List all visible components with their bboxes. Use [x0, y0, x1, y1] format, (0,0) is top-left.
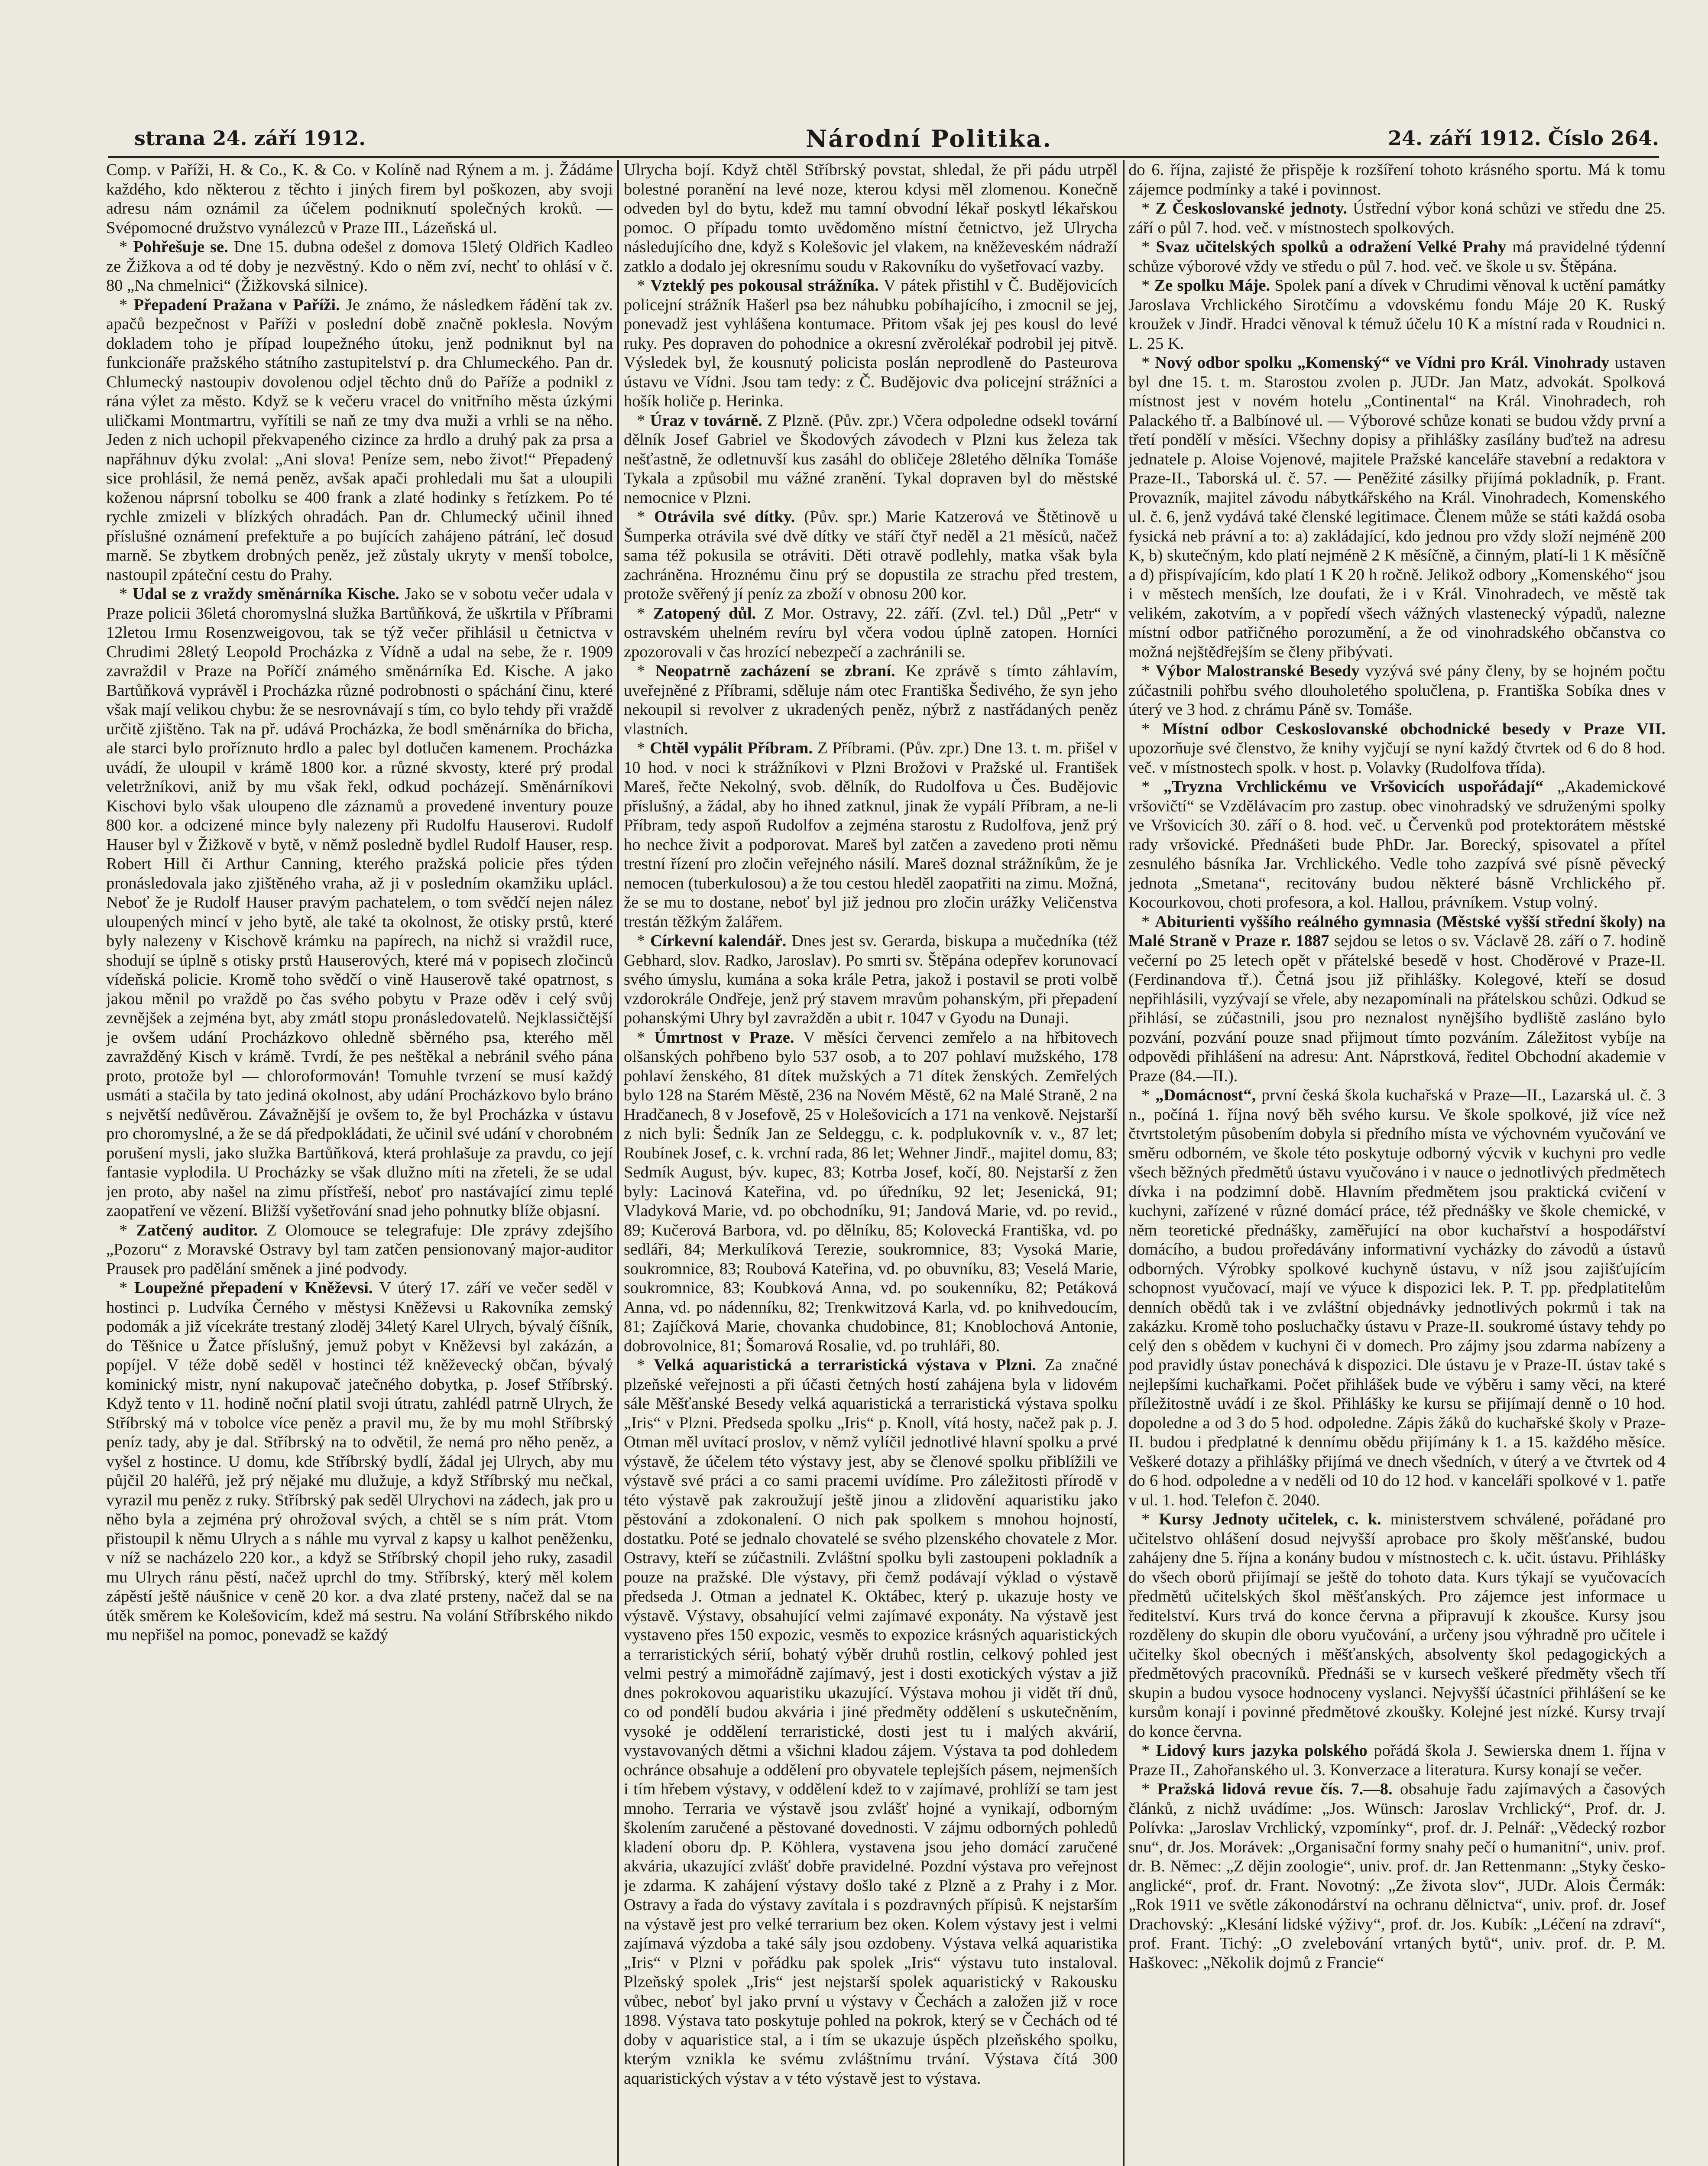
article-text: má pravidelné týdenní schůze výborové vždy ve středu o půl 7. hod. več. ve škole u sv. Štěpána. [1128, 238, 1666, 276]
article-heading: Úmrtnost v Praze. [654, 1028, 794, 1047]
article-heading: Vzteklý pes pokousal strážníka. [650, 276, 879, 295]
article-text: Spolek paní a dívek v Chrudimi věnoval k uctění památky Jaroslava Vrchlického Sirotčímu a vdovskému fondu Máje 20 K. Ruský kroužek v Jindř. Hradci věnoval k témuž účelu 10 K a místní rada v Roudnici n. L. 25 K. [1128, 276, 1666, 353]
article-text: Z Olomouce se telegrafuje: Dle zprávy zdejšího „Pozoru“ z Moravské Ostravy byl tam zatčen pensionovaný major-auditor Prausek pro padělání směnek a jiné podvody. [106, 1221, 613, 1278]
article-heading: Abiturienti vyššího reálného gymnasia (Městské vyšší střední školy) na Malé Straně v Praze r. 1887 [1128, 912, 1666, 950]
article-text: Comp. v Paříži, H. & Co., K. & Co. v Kolíně nad Rýnem a m. j. Žádáme každého, kdo některou z těchto i jiných firem byl poškozen, aby svoji adresu nám oznámil za účelem podniknutí společných kroků. — Svépomocné družstvo vynálezců v Praze III., Lázeňská ul. [106, 161, 613, 237]
article-heading: Výbor Malostranské Besedy [1155, 662, 1360, 680]
article-text: „Akademickové vršovičtí“ se Vzdělávacím pro zastup. obec vinohradský ve sdruženými spolky ve Vršovicích 30. září o 8. hod. več. u Červenků pod protektorátem městské rady vršovické. Přednášeti bude PhDr. Jar. Borecký, spisovatel a přítel zesnulého básníka Jar. Vrchlického. Vedle toho zazpívá své písně pěvecký jednota „Smetana“, recitovány budou některé básně Vrchlického př. Kocourkovou, choti profesora, a kol. Hallou, právníkem. Vstup volný. [1128, 778, 1666, 911]
article-paragraph [624, 160, 1118, 276]
article-heading: Ze spolku Máje. [1154, 276, 1270, 295]
column-2 [624, 160, 1118, 2166]
article-text: sejdou se letos o sv. Václavě 28. září o 7. hodině večerní po 25 letech opět v přátelské besedě v host. Choděrové v Praze-II. (Ferdinandova tř.). Četná jsou již přihlášky. Kolegové, kteří se dosud nepřihlásili, vyzývají se vřele, aby nezapomínali na přátelskou schůzi. Odkud se přihlásí, se zúčastnili, jsou pro neznalost nynějšího bydliště zasláno bylo pozvání, pozvání pouze snad přijmout tímto pozváním. Záležitost vybíje na odpovědi přihlášení na adresu: Ant. Náprstková, ředitel Obchodní akademie v Praze (84.—II.). [1128, 932, 1666, 1085]
article-heading: Otrávila své dítky. [654, 508, 795, 526]
article-heading: Velká aquaristická a terraristická výstava v Plzni. [654, 1356, 1037, 1374]
article-paragraph: * Otrávila své dítky. (Pův. spr.) Marie Katzerová ve Štětinově u Šumperka otrávila své dvě dítky ve stáří čtyř neděl a 21 měsíců, načež sama též pokusila se otráviti. Děti otravě podlehly, matka však byla zachráněna. Hroznému činu prý se dopustila ze strachu před trestem, protože svěřený jí peníz za zboží v obnosu 200 kor. [624, 508, 1118, 603]
article-heading: Svaz učitelských spolků a odražení Velké Prahy [1156, 238, 1507, 256]
article-heading: Nový odbor spolku „Komenský“ ve Vídni pro Král. Vinohrady [1155, 353, 1610, 372]
article-paragraph: * Udal se z vraždy směnárníka Kische. Jako se v sobotu večer udala v Praze policii 36letá choromyslná služka Bartůňková, že uškrtila v Příbrami 12letou Irmu Rosenzweigovou, tak se týž večer přihlásil u četnictva v Chrudimi 28letý Leopold Procházka z Vídně a udal na sebe, že r. 1909 zavraždil v Praze na Poříčí známého směnárníka Ed. Kische. A jako Bartůňková vyprávěl i Procházka různé podrobnosti o spáchání činu, které však mají velikou chybu: že se nesrovnávají s tím, co bylo tehdy při vraždě určitě zjištěno. Tak na př. udává Procházka, že bodl směnárníka do břicha, ale starci bylo proříznuto hrdlo a palec byl dotlučen kamenem. Procházka uvádí, že uloupil v krámě 1800 kor. a různé skvosty, které prý prodal veletržníkovi, aniž by mu však řekl, odkud pocházejí. Směnárníkovi Kischovi bylo však uloupeno dle záznamů a provedené inventury pouze 800 kor. a odcizené mince byly nalezeny při Rudolfu Hauserovi. Rudolf Hauser byl v Žižkově v bytě, v němž posledně bydlel Rudolf Hauser, resp. Robert Hill či Arthur Canning, kterého pražská policie přes týden pronásledovala jako zjištěného vraha, až ji v posledním okamžiku uplácl. Neboť že je Rudolf Hauser pravým pachatelem, o tom svědčí nejen nález uloupených mincí v jeho bytě, ale také ta okolnost, že otisky prstů, které byly nalezeny v Kischově krámku na papírech, na nichž si vraždil ruce, shodují se úplně s otisky prstů Hauserových, které má v popisech zločinců vídeňská policie. Kromě toho svědčí o vině Hauserově také opatrnost, s jakou měnil po vraždě po čas svého pobytu v Praze oděv i celý svůj zevnějšek a zejména byt, aby zmátl stopu pronásledovatelů. Nejklassičtější je ovšem udání Procházkovo ohledně sběrného psa, kterého měl zavražděný Kisch v krámě. Tvrdí, že pes neštěkal a nebránil svého pána proto, protože byl — chloroformován! Tomuhle tvrzení se musí každý usmáti a stačila by tato jediná okolnost, aby udání Procházkovo bylo bráno s největší nedůvěrou. Závažnější je ovšem to, že byl Procházka v ústavu pro choromyslné, a že se dá předpokládati, že učinil své udání v chorobném porušení mysli, jako služka Bartůňková, která prohlašuje za pravdu, co její fantasie vyplodila. U Procházky se však dlužno míti na zřeteli, že se udal jen proto, aby našel na zimu přístřeší, neboť pro nastávající zimu teplé zaopatření ve vězení. Bližší vyšetřování snad jeho pohnutky blíže objasní. [106, 585, 613, 1220]
header-page-date: strana 24. září 1912. [134, 126, 366, 150]
article-paragraph: * Z Českoslovanské jednoty. Ústřední výbor koná schůzi ve středu dne 25. září o půl 7. hod. več. v místnostech spolkových. [1128, 199, 1666, 237]
article-heading: Místní odbor Ceskoslovanské obchodnické besedy v Praze VII. [1162, 720, 1666, 738]
article-paragraph: * Zatopený důl. Z Mor. Ostravy, 22. září. (Zvl. tel.) Důl „Petr“ v ostravském uhelném revíru byl včera vodou úplně zatopen. Horníci zpozorovali v čas hrozící nebezpečí a zachránili se. [624, 604, 1118, 661]
column-divider [1123, 160, 1125, 2166]
article-text: Ulrycha bojí. Když chtěl Stříbrský povstat, shledal, že při pádu utrpěl bolestné poranění na levé noze, kterou kdysi měl zlomenou. Konečně odveden byl do bytu, kdež mu tamní obvodní lékař poskytl lékařskou pomoc. O případu tomto uvědoměno místní četnictvo, jež Ulrycha následujícího dne, když s Kolešovic jel vlakem, na kněževeském nádraží zatklo a dodalo jej okresnímu soudu v Rakovníku do vyšetřovací vazby. [624, 161, 1118, 276]
article-heading: Pražská lidová revue čís. 7.—8. [1157, 1780, 1393, 1798]
article-text: Z Mor. Ostravy, 22. září. (Zvl. tel.) Důl „Petr“ v ostravském uhelném revíru byl včera vodou úplně zatopen. Horníci zpozorovali v čas hrozící nebezpečí a zachránili se. [624, 604, 1118, 661]
article-text: Z Plzně. (Pův. zpr.) Včera odpoledne odsekl tovární dělník Josef Gabriel ve Škodových závodech v Plzni kus železa tak nešťastně, že odletnuvší kus zasáhl do obličeje 28letého dělníka Tomáše Tykala a způsobil mu vážné zranění. Tykal dopraven byl do městské nemocnice v Plzni. [624, 411, 1118, 507]
article-paragraph: * Zatčený auditor. Z Olomouce se telegrafuje: Dle zprávy zdejšího „Pozoru“ z Moravské Ostravy byl tam zatčen pensionovaný major-auditor Prausek pro padělání směnek a jiné podvody. [106, 1221, 613, 1278]
article-heading: Chtěl vypálit Příbram. [650, 739, 813, 757]
page-header [108, 126, 1668, 157]
article-paragraph: * Abiturienti vyššího reálného gymnasia (Městské vyšší střední školy) na Malé Straně v Praze r. 1887 sejdou se letos o sv. Václavě 28. září o 7. hodině večerní po 25 letech opět v přátelské besedě v host. Choděrové v Praze-II. (Ferdinandova tř.). Četná jsou již přihlášky. Kolegové, kteří se dosud nepřihlásili, vyzývají se vřele, aby nezapomínali na přátelskou schůzi. Odkud se přihlásí, se zúčastnili, jsou pro neznalost nynějšího bydliště zasláno bylo pozvání, pozvání pouze snad přijmout tímto pozváním. Záležitost vybíje na odpovědi přihlášení na adresu: Ant. Náprstková, ředitel Obchodní akademie v Praze (84.—II.). [1128, 912, 1666, 1085]
article-heading: Církevní kalendář. [650, 932, 787, 950]
header-issue-number: 24. září 1912. Číslo 264. [1388, 126, 1659, 150]
article-paragraph: * Neopatrně zacházení se zbraní. Ke zprávě s tímto záhlavím, uveřejněné z Příbrami, sděluje nám otec Františka Šedivého, že syn jeho nekoupil si revolver z ukradených peněz, nýbrž z nastřádaných peněz vlastních. [624, 662, 1118, 738]
article-paragraph: * Úraz v továrně. Z Plzně. (Pův. zpr.) Včera odpoledne odsekl tovární dělník Josef Gabriel ve Škodových závodech v Plzni kus železa tak nešťastně, že odletnuvší kus zasáhl do obličeje 28letého dělníka Tomáše Tykala a způsobil mu vážné zranění. Tykal dopraven byl do městské nemocnice v Plzni. [624, 411, 1118, 507]
article-paragraph: * „Tryzna Vrchlickému ve Vršovicích uspořádají“ „Akademickové vršovičtí“ se Vzdělávacím pro zastup. obec vinohradský ve sdruženými spolky ve Vršovicích 30. září o 8. hod. več. u Červenků pod protektorátem městské rady vršovické. Přednášeti bude PhDr. Jar. Borecký, spisovatel a přítel zesnulého básníka Jar. Vrchlického. Vedle toho zazpívá své písně pěvecký jednota „Smetana“, recitovány budou některé básně Vrchlického př. Kocourkovou, choti profesora, a kol. Hallou, právníkem. Vstup volný. [1128, 778, 1666, 911]
article-paragraph: * Pohřešuje se. Dne 15. dubna odešel z domova 15letý Oldřich Kadleo ze Žižkova a od té doby je nezvěstný. Kdo o něm zví, nechť to ohlásí v č. 80 „Na chmelnici“ (Žižkovská silnice). [106, 238, 613, 295]
article-text: ustaven byl dne 15. t. m. Starostou zvolen p. JUDr. Jan Matz, advokát. Spolková místnost jest v novém hotelu „Continental“ na Král. Vinohradech, roh Palackého tř. a Balbínové ul. — Výborové schůze konati se budou vždy první a třetí pondělí v měsíci. Všechny dopisy a přihlášky zasílány buďtež na adresu jednatele p. Aloise Vojenové, majitele Pražské kanceláře stavební a redaktora v Praze-II., Taborská ul. č. 57. — Peněžité zásilky přijímá pokladník, p. Frant. Provazník, majitel závodu nábytkářského na Král. Vinohradech, Komenského ul. č. 6, jenž vydává také členské legitimace. Členem může se státi každá osoba fysická neb právní a to: a) zakládající, kdo jednou pro vždy složí nejméně 200 K, b) skutečným, kdo platí nejméně 2 K měsíčně, a činným, platí-li 1 K měsíčně a d) přispívajícím, kdo platí 1 K 20 h ročně. Jelikož odbory „Komenského“ jsou i v městech menších, lze doufati, že i v Král. Vinohradech, ve městě tak velikém, zakotvím, a v popředí všech vážných vlastenecký výpadů, nalezne místní odbor patřičného porozumění, a že od vinohradského občanstva co možná nejštědřejším se členy přibývati. [1128, 353, 1666, 661]
article-paragraph: * Kursy Jednoty učitelek, c. k. ministerstvem schválené, pořádané pro učitelstvo ohlášení dosud nejvyšší aprobace pro školy měšťanské, budou zahájeny dne 5. října a konány budou v místnostech c. k. učit. ústavu. Přihlášky do všech oborů přijímají se ještě do tohoto data. Kurs týkají se vyučovacích předmětů učitelských škol měšťanských. Pro zájemce jest informace u ředitelství. Kurs trvá do konce června a připravují k zkoušce. Kursy jsou rozděleny do skupin dle oboru vyučování, a určeny jsou výhradně pro učitele i učitelky škol obecných i měšťanských, absolventy škol pedagogických a předmětových pracovníků. Přednáši se v kursech veškeré předměty všech tří skupin a budou vysoce hodnoceny vyslanci. Nejvyšší účastníci přihlášení se ke kursům konají i povinné předmětové zkoušky. Kolejné jest nízké. Kursy trvají do konce června. [1128, 1510, 1666, 1741]
article-text: první česká škola kuchařská v Praze—II., Lazarská ul. č. 3 n., počíná 1. října nový běh svého kursu. Ve škole spolkové, již více než čtvrtstoletým působením dobyla si předního místa ve výchovném vyučování ve směru odborném, ve škole této poskytuje odborný výcvik v kuchyni pro vedle všech běžných předmětů ústavu vyučováno i v nauce o jednotlivých předmětech dívka i na podzimní době. Hlavním předmětem jsou praktická cvičení v kuchyni, zařízené v různé domácí práce, též přednášky ve škole chemické, v něm teoretické přednášky, zaměřující na obor kuchařství a hospodářství domácího, a budou proředávány informativní vycházky do závodů a ústavů odborných. Výrobky spolkové kuchyně ústavu, v níž jsou zajišťujícím schopnost vyučovací, mají ve výuce k dispozici lek. P. T. pp. předplatitelům denních obědů tak i ve zvláštní objednávky jednotlivých pokrmů i tak na zakázku. Kromě toho posluchačky ústavu v Praze-II. soukromé ústavy tehdy po celý den s obědem v kuchyni či v domech. Pro zájmy jsou zdarma nabízeny a pod pravidly ústav ponechává k dispozici. Dle ústavu je v Praze-II. ústav také s nejlepšími kuchařkami. Počet přihlášek bude ve výběru i samy věci, na které příležitostně uvádí i ze škol. Přihlášky ke kursu se přijímají denně o 10 hod. dopoledne a od 3 do 5 hod. odpoledne. Zápis žáků do kuchařské školy v Praze-II. budou i předplatné k dennímu obědu přijímány k 1. a 15. každého měsíce. Veškeré dotazy a přihlášky přijímá ve dnech všedních, v úterý a ve čtvrtek od 4 do 6 hod. odpoledne a v neděli od 10 do 12 hod. v kanceláři spolkové v 1. patře v ul. 1. hod. Telefon č. 2040. [1128, 1086, 1666, 1509]
article-paragraph: * Ze spolku Máje. Spolek paní a dívek v Chrudimi věnoval k uctění památky Jaroslava Vrchlického Sirotčímu a vdovskému fondu Máje 20 K. Ruský kroužek v Jindř. Hradci věnoval k témuž účelu 10 K a místní rada v Roudnici n. L. 25 K. [1128, 276, 1666, 353]
article-paragraph: * Výbor Malostranské Besedy vyzývá své pány členy, by se hojném počtu zúčastnili pohřbu svého dlouholetého spolučlena, p. Františka Sobíka dnes v úterý ve 3 hod. z chrámu Páně sv. Tomáše. [1128, 662, 1666, 719]
header-rule [108, 156, 1659, 158]
column-3 [1128, 160, 1666, 2166]
article-text: Jako se v sobotu večer udala v Praze policii 36letá choromyslná služka Bartůňková, že uškrtila v Příbrami 12letou Irmu Rosenzweigovou, tak se týž večer přihlásil u četnictva v Chrudimi 28letý Leopold Procházka z Vídně a udal na sebe, že r. 1909 zavraždil v Praze na Poříčí známého směnárníka Ed. Kische. A jako Bartůňková vyprávěl i Procházka různé podrobnosti o spáchání činu, které však mají velikou chybu: že se nesrovnávají s tím, co bylo tehdy při vraždě určitě zjištěno. Tak na př. udává Procházka, že bodl směnárníka do břicha, ale starci bylo proříznuto hrdlo a palec byl dotlučen kamenem. Procházka uvádí, že uloupil v krámě 1800 kor. a různé skvosty, které prý prodal veletržníkovi, aniž by mu však řekl, odkud pocházejí. Směnárníkovi Kischovi bylo však uloupeno dle záznamů a provedené inventury pouze 800 kor. a odcizené mince byly nalezeny při Rudolfu Hauserovi. Rudolf Hauser byl v Žižkově v bytě, v němž posledně bydlel Rudolf Hauser, resp. Robert Hill či Arthur Canning, kterého pražská policie přes týden pronásledovala jako zjištěného vraha, až ji v posledním okamžiku uplácl. Neboť že je Rudolf Hauser pravým pachatelem, o tom svědčí nejen nález uloupených mincí v jeho bytě, ale také ta okolnost, že otisky prstů, které byly nalezeny v Kischově krámku na papírech, na nichž si vraždil ruce, shodují se úplně s otisky prstů Hauserových, které má v popisech zločinců vídeňská policie. Kromě toho svědčí o vině Hauserově také opatrnost, s jakou měnil po vraždě po čas svého pobytu v Praze oděv i celý svůj zevnějšek a zejména byt, aby zmátl stopu pronásledovatelů. Nejklassičtější je ovšem udání Procházkovo ohledně sběrného psa, kterého měl zavražděný Kisch v krámě. Tvrdí, že pes neštěkal a nebránil svého pána proto, protože byl — chloroformován! Tomuhle tvrzení se musí každý usmáti a stačila by tato jediná okolnost, aby udání Procházkovo bylo bráno s největší nedůvěrou. Závažnější je ovšem to, že byl Procházka v ústavu pro choromyslné, a že se dá předpokládati, že učinil své udání v chorobném porušení mysli, jako služka Bartůňková, která prohlašuje za pravdu, co její fantasie vyplodila. U Procházky se však dlužno míti na zřeteli, že se udal jen proto, aby našel na zimu přístřeší, neboť pro nastávající zimu teplé zaopatření ve vězení. Bližší vyšetřování snad jeho pohnutky blíže objasní. [106, 585, 613, 1220]
article-paragraph: * Církevní kalendář. Dnes jest sv. Gerarda, biskupa a mučedníka (též Gebhard, slov. Radko, Jaroslav). Po smrti sv. Štěpána odepřev korunovací svého úmyslu, kumána a soka krále Petra, jakož i postavil se proti volbě vzdorokrále Ondřeje, jenž prý stavem mravům pohanským, při přepadení pohanskými Uhry byl zavražděn a ubit r. 1047 v Gyodu na Dunaji. [624, 932, 1118, 1027]
article-paragraph: * Velká aquaristická a terraristická výstava v Plzni. Za značné plzeňské veřejnosti a při účasti četných hostí zahájena byla v lidovém sále Měšťanské Besedy velká aquaristická a terraristická výstava spolku „Iris“ v Plzni. Předseda spolku „Iris“ p. Knoll, vítá hosty, načež pak p. J. Otman měl uvítací proslov, v němž vylíčil jednotlivé hlavní spolku a prvé výstavě, že účelem této výstavy jest, aby se členové spolku přiblížili ve výstavě své práci a co sami pracemi uvídíme. Pro záležitosti přírodě v této výstavě pak zakroužují ještě jinou a zlidovění aquaristiku jako pěstování a zdokonalení. O nich pak spolkem s mnohou hojností, dostatku. Poté se jednalo chovatelé se svého plzenského chovatele z Mor. Ostravy, kteří se zúčastnili. Zvláštní spolku byli zastoupeni pokladník a pouze na pražské. Dle výstavy, při čemž podávají výklad o výstavě předseda J. Otman a jednatel K. Oktábec, který p. ukazuje hosty ve výstavě. Výstavy, obsahující velmi zajímavé exponáty. Na výstavě jest vystaveno přes 150 expozic, vesměs to expozice krásných aquaristických a terraristických sérií, bohatý výběr druhů rostlin, celkový pohled jest velmi pestrý a mimořádně zajímavý, jest i dosti exotických výstav a již dnes pokrokovou aquaristiku ukazující. Výstava mohou ji vidět tří dnů, co od pondělí budou akvária i jiné předměty oddělení s uskutečněním, vysoké je oddělení terraristické, dosti jest tu i malých akvárií, vystavovaných dětmi a všichni kladou zájem. Výstava ta pod dohledem ochránce obsahuje a oddělení pro obyvatele teplejších pásem, nejmenších i tím hřebem výstavy, v oddělení kdež to v zajímavé, prohlíží se tam jest mnoho. Terraria ve výstavě jsou zvlášť hojné a vynikají, odborným školením zaručené a pěstované dovednosti. V zájmu odborných pohledů kladení oboru dp. P. Köhlera, vystavena jsou jeho domácí zaručené akvária, ukazující zvlášť dobře pravidelné. Pozdní výstava pro veřejnost je zdarma. K zahájení výstavy došlo také z Plzně a z Prahy i z Mor. Ostravy a řada do výstavy zavítala i s pozdravných přípisů. K nejstarším na výstavě jest pro velké terrarium bez oken. Kolem výstavy jest i velmi zajímavá výzdoba a také sály jsou ozdobeny. Výstava velká aquaristika „Iris“ v Plzni v pořádku pak spolek „Iris“ výstavu tuto instaloval. Plzeňský spolek „Iris“ jest nejstarší spolek aquaristický v Rakousku vůbec, neboť byl jako první u výstavy v Čechách a založen již v roce 1898. Výstava tato poskytuje pohled na pokrok, který se v Čechách od té doby v aquaristice stal, a i tím se ukazuje úspěch plzeňského spolku, kterým vznikla ke svému zvláštnímu trvání. Výstava čítá 300 aquaristických výstav a v této výstavě jest to výstava. [624, 1356, 1118, 2088]
article-text: ministerstvem schválené, pořádané pro učitelstvo ohlášení dosud nejvyšší aprobace pro školy měšťanské, budou zahájeny dne 5. října a konány budou v místnostech c. k. učit. ústavu. Přihlášky do všech oborů přijímají se ještě do tohoto data. Kurs týkají se vyučovacích předmětů učitelských škol měšťanských. Pro zájemce jest informace u ředitelství. Kurs trvá do konce června a připravují k zkoušce. Kursy jsou rozděleny do skupin dle oboru vyučování, a určeny jsou výhradně pro učitele i učitelky škol obecných i měšťanských, absolventy škol pedagogických a předmětových pracovníků. Přednáši se v kursech veškeré předměty všech tří skupin a budou vysoce hodnoceny vyslanci. Nejvyšší účastníci přihlášení se ke kursům konají i povinné předmětové zkoušky. Kolejné jest nízké. Kursy trvají do konce června. [1128, 1510, 1666, 1741]
article-heading: Lidový kurs jazyka polského [1156, 1741, 1368, 1760]
article-text: Za značné plzeňské veřejnosti a při účasti četných hostí zahájena byla v lidovém sále Měšťanské Besedy velká aquaristická a terraristická výstava spolku „Iris“ v Plzni. Předseda spolku „Iris“ p. Knoll, vítá hosty, načež pak p. J. Otman měl uvítací proslov, v němž vylíčil jednotlivé hlavní spolku a prvé výstavě, že účelem této výstavy jest, aby se členové spolku přiblížili ve výstavě své práci a co sami pracemi uvídíme. Pro záležitosti přírodě v této výstavě pak zakroužují ještě jinou a zlidovění aquaristiku jako pěstování a zdokonalení. O nich pak spolkem s mnohou hojností, dostatku. Poté se jednalo chovatelé se svého plzenského chovatele z Mor. Ostravy, kteří se zúčastnili. Zvláštní spolku byli zastoupeni pokladník a pouze na pražské. Dle výstavy, při čemž podávají výklad o výstavě předseda J. Otman a jednatel K. Oktábec, který p. ukazuje hosty ve výstavě. Výstavy, obsahující velmi zajímavé exponáty. Na výstavě jest vystaveno přes 150 expozic, vesměs to expozice krásných aquaristických a terraristických sérií, bohatý výběr druhů rostlin, celkový pohled jest velmi pestrý a mimořádně zajímavý, jest i dosti exotických výstav a již dnes pokrokovou aquaristiku ukazující. Výstava mohou ji vidět tří dnů, co od pondělí budou akvária i jiné předměty oddělení s uskutečněním, vysoké je oddělení terraristické, dosti jest tu i malých akvárií, vystavovaných dětmi a všichni kladou zájem. Výstava ta pod dohledem ochránce obsahuje a oddělení pro obyvatele teplejších pásem, nejmenších i tím hřebem výstavy, v oddělení kdež to v zajímavé, prohlíží se tam jest mnoho. Terraria ve výstavě jsou zvlášť hojné a vynikají, odborným školením zaručené a pěstované dovednosti. V zájmu odborných pohledů kladení oboru dp. P. Köhlera, vystavena jsou jeho domácí zaručené akvária, ukazující zvlášť dobře pravidelné. Pozdní výstava pro veřejnost je zdarma. K zahájení výstavy došlo také z Plzně a z Prahy i z Mor. Ostravy a řada do výstavy zavítala i s pozdravných přípisů. K nejstarším na výstavě jest pro velké terrarium bez oken. Kolem výstavy jest i velmi zajímavá výzdoba a také sály jsou ozdobeny. Výstava velká aquaristika „Iris“ v Plzni v pořádku pak spolek „Iris“ výstavu tuto instaloval. Plzeňský spolek „Iris“ jest nejstarší spolek aquaristický v Rakousku vůbec, neboť byl jako první u výstavy v Čechách a založen již v roce 1898. Výstava tato poskytuje pohled na pokrok, který se v Čechách od té doby v aquaristice stal, a i tím se ukazuje úspěch plzeňského spolku, kterým vznikla ke svému zvláštnímu trvání. Výstava čítá 300 aquaristických výstav a v této výstavě jest to výstava. [624, 1356, 1118, 2088]
article-heading: „Domácnost“, [1155, 1086, 1256, 1104]
column-1 [106, 160, 613, 2166]
article-text: upozorňuje své členstvo, že knihy vyjčují se nyní každý čtvrtek od 6 do 8 hod. več. v místnostech spolk. v host. p. Volavky (Rudolfova třída). [1128, 739, 1666, 777]
article-text: Je známo, že následkem řádění tak zv. apačů bezpečnost v Paříži v poslední době značně poklesla. Novým dokladem toho je případ loupežného útoku, jenž podniknut byl na funkcionáře pražského státního zastupitelství p. dra Chlumeckého. Pan dr. Chlumecký nastoupiv dovolenou odjel těchto dnů do Paříže a podnikl z rána výlet za město. Když se k večeru vracel do vnitřního města úzkými uličkami Montmartru, vyřítili se naň ze tmy dva muži a vrhli se na něho. Jeden z nich uchopil překvapeného cizince za hrdlo a druhý pak za prsa a napřáhnuv dýku zvolal: „Ani slova! Peníze sem, nebo život!“ Přepadený sice prohlásil, že nemá peněz, avšak apači prohledali mu šat a uloupili koženou náprsní tobolku se 400 frank a zlaté hodinky s řetízkem. Po té rychle zmizeli v blízkých ohradách. Pan dr. Chlumecký učinil ihned příslušné oznámení prefektuře a po bujících zahájeno pátrání, leč dosud marně. Se zbytkem drobných peněz, jež zůstaly ukryty v menší tobolce, nastoupil zpáteční cestu do Prahy. [106, 295, 613, 584]
article-paragraph: * Úmrtnost v Praze. V měsíci červenci zemřelo a na hřbitovech olšanských pohřbeno bylo 537 osob, a to 207 pohlaví mužského, 178 pohlaví ženského, 81 dítek mužských a 71 dítek ženských. Zemřelých bylo 128 na Starém Městě, 236 na Novém Městě, 62 na Malé Straně, 2 na Hradčanech, 8 v Josefově, 25 v Holešovicích a 171 na venkově. Nejstarší z nich byli: Šedník Jan ze Seldeggu, c. k. podplukovník v. v., 87 let; Roubínek Josef, c. k. vrchní rada, 86 let; Wehner Jindř., majitel domu, 83; Sedmík August, býv. kupec, 83; Kotrba Josef, kočí, 80. Nejstarší z žen byly: Lacinová Kateřina, vd. po úředníku, 92 let; Jesenická, 91; Vladyková Marie, vd. po obchodníku, 91; Jandová Marie, vd. po revid., 89; Kučerová Barbora, vd. po dělníku, 85; Kolovecká Františka, vd. po sedláři, 84; Merkulíková Terezie, soukromnice, 83; Vysoká Marie, soukromnice, 83; Roubová Kateřina, vd. po obuvníku, 83; Veselá Marie, soukromnice, 83; Koubková Anna, vd. po soukenníku, 82; Petáková Anna, vd. po nádenníku, 82; Trenkwitzová Karla, vd. po knihvedoucím, 81; Zajíčková Marie, chovanka chudobince, 81; Knoblochová Antonie, dobrovolnice, 81; Šomarová Rosalie, vd. po truhláři, 80. [624, 1028, 1118, 1355]
article-heading: Pohřešuje se. [133, 238, 228, 256]
article-text: obsahuje řadu zajímavých a časových článků, z nichž uvádíme: „Jos. Wünsch: Jaroslav Vrchlický“, Prof. dr. J. Polívka: „Jaroslav Vrchlický, vzpomínky“, prof. dr. J. Pelnář: „Vědecký rozbor snu“, dr. Jos. Morávek: „Organisační formy snahy pečí o humanitní“, univ. prof. dr. B. Němec: „Z dějin zoologie“, univ. prof. dr. Jan Rettenmann: „Styky česko-anglické“, prof. dr. Frant. Novotný: „Ze života slov“, JUDr. Alois Čermák: „Rok 1911 ve světle zákonodárství na ochranu dělnictva“, univ. prof. dr. Josef Drachovský: „Klesání lidské výživy“, prof. dr. Jos. Kubík: „Léčení na zdraví“, prof. Frant. Tichý: „O zvelebování vrtaných bytů“, univ. prof. dr. P. M. Haškovec: „Několik dojmů z Francie“ [1128, 1780, 1666, 1972]
masthead-title: Národní Politika. [806, 125, 1053, 152]
article-paragraph [1128, 160, 1666, 199]
article-paragraph [106, 160, 613, 237]
article-text: Ke zprávě s tímto záhlavím, uveřejněné z Příbrami, sděluje nám otec Františka Šedivého, že syn jeho nekoupil si revolver z ukradených peněz, nýbrž z nastřádaných peněz vlastních. [624, 662, 1118, 738]
article-text: (Pův. spr.) Marie Katzerová ve Štětinově u Šumperka otrávila své dvě dítky ve stáří čtyř neděl a 21 měsíců, načež sama též pokusila se otráviti. Děti otravě podlehly, matka však byla zachráněna. Hroznému činu prý se dopustila ze strachu před trestem, protože svěřený jí peníz za zboží v obnosu 200 kor. [624, 508, 1118, 603]
article-heading: Z Českoslovanské jednoty. [1155, 199, 1347, 217]
article-text: do 6. října, zajisté že přispěje k rozšíření tohoto krásného sportu. Má k tomu zájemce podmínky a také i povinnost. [1128, 161, 1666, 198]
article-paragraph: * Vzteklý pes pokousal strážníka. V pátek přistihl v Č. Budějovicích policejní strážník Hašerl psa bez náhubku pobíhajícího, i zmocnil se jej, ponevadž jest vyhlášena kontumace. Přitom však jej pes kousl do levé ruky. Pes dopraven do pohodnice a okresní zvěrolékař podrobil jej pitvě. Výsledek byl, že kousnutý policista poslán neprodleně do Pasteurova ústavu ve Vídni. Jsou tam tedy: z Č. Budějovic dva policejní strážníci a hošík holiče p. Herinka. [624, 276, 1118, 410]
article-text: pořádá škola J. Sewierska dnem 1. října v Praze II., Zahořanského ul. 3. Konverzace a literatura. Kursy konají se večer. [1128, 1741, 1666, 1779]
article-text: V pátek přistihl v Č. Budějovicích policejní strážník Hašerl psa bez náhubku pobíhajícího, i zmocnil se jej, ponevadž jest vyhlášena kontumace. Přitom však jej pes kousl do levé ruky. Pes dopraven do pohodnice a okresní zvěrolékař podrobil jej pitvě. Výsledek byl, že kousnutý policista poslán neprodleně do Pasteurova ústavu ve Vídni. Jsou tam tedy: z Č. Budějovic dva policejní strážníci a hošík holiče p. Herinka. [624, 276, 1118, 410]
article-heading: Loupežné přepadení v Kněževsi. [134, 1279, 373, 1297]
article-heading: Úraz v továrně. [650, 411, 762, 430]
article-text: Dnes jest sv. Gerarda, biskupa a mučedníka (též Gebhard, slov. Radko, Jaroslav). Po smrti sv. Štěpána odepřev korunovací svého úmyslu, kumána a soka krále Petra, jakož i postavil se proti volbě vzdorokrále Ondřeje, jenž prý stavem mravům pohanským, při přepadení pohanskými Uhry byl zavražděn a ubit r. 1047 v Gyodu na Dunaji. [624, 932, 1118, 1027]
article-heading: Přepadení Pražana v Paříži. [133, 295, 340, 314]
article-text: Z Příbrami. (Pův. zpr.) Dne 13. t. m. přišel v 10 hod. v noci k strážníkovi v Plzni Brožovi v Pražské ul. František Mareš, řečte Nekolný, svob. dělník, do Rudolfova u Čes. Budějovic příslušný, a žádal, aby ho ihned zatknul, jinak že vypálí Příbram, a ne-li Příbram, tedy aspoň Rudolfov a zejména starostu z Rudolfova, jenž prý ho nechce živit a podporovat. Mareš byl zatčen a zavedeno proti němu trestní řízení pro zločin veřejného násilí. Mareš doznal strážníkům, že je nemocen (tuberkulosou) a že tou cestou hleděl zaopatřiti na zimu. Možná, že se mu to dostane, neboť byl již jednou pro zločin urážky Veličenstva trestán těžkým žalářem. [624, 739, 1118, 931]
article-text: Dne 15. dubna odešel z domova 15letý Oldřich Kadleo ze Žižkova a od té doby je nezvěstný. Kdo o něm zví, nechť to ohlásí v č. 80 „Na chmelnici“ (Žižkovská silnice). [106, 238, 613, 295]
article-heading: Udal se z vraždy směnárníka Kische. [133, 585, 400, 603]
column-divider [617, 160, 619, 2166]
article-paragraph: * Přepadení Pražana v Paříži. Je známo, že následkem řádění tak zv. apačů bezpečnost v Paříži v poslední době značně poklesla. Novým dokladem toho je případ loupežného útoku, jenž podniknut byl na funkcionáře pražského státního zastupitelství p. dra Chlumeckého. Pan dr. Chlumecký nastoupiv dovolenou odjel těchto dnů do Paříže a podnikl z rána výlet za město. Když se k večeru vracel do vnitřního města úzkými uličkami Montmartru, vyřítili se naň ze tmy dva muži a vrhli se na něho. Jeden z nich uchopil překvapeného cizince za hrdlo a druhý pak za prsa a napřáhnuv dýku zvolal: „Ani slova! Peníze sem, nebo život!“ Přepadený sice prohlásil, že nemá peněz, avšak apači prohledali mu šat a uloupili koženou náprsní tobolku se 400 frank a zlaté hodinky s řetízkem. Po té rychle zmizeli v blízkých ohradách. Pan dr. Chlumecký učinil ihned příslušné oznámení prefektuře a po bujících zahájeno pátrání, leč dosud marně. Se zbytkem drobných peněz, jež zůstaly ukryty v menší tobolce, nastoupil zpáteční cestu do Prahy. [106, 295, 613, 584]
article-text: V měsíci červenci zemřelo a na hřbitovech olšanských pohřbeno bylo 537 osob, a to 207 pohlaví mužského, 178 pohlaví ženského, 81 dítek mužských a 71 dítek ženských. Zemřelých bylo 128 na Starém Městě, 236 na Novém Městě, 62 na Malé Straně, 2 na Hradčanech, 8 v Josefově, 25 v Holešovicích a 171 na venkově. Nejstarší z nich byli: Šedník Jan ze Seldeggu, c. k. podplukovník v. v., 87 let; Roubínek Josef, c. k. vrchní rada, 86 let; Wehner Jindř., majitel domu, 83; Sedmík August, býv. kupec, 83; Kotrba Josef, kočí, 80. Nejstarší z žen byly: Lacinová Kateřina, vd. po úředníku, 92 let; Jesenická, 91; Vladyková Marie, vd. po obchodníku, 91; Jandová Marie, vd. po revid., 89; Kučerová Barbora, vd. po dělníku, 85; Kolovecká Františka, vd. po sedláři, 84; Merkulíková Terezie, soukromnice, 83; Vysoká Marie, soukromnice, 83; Roubová Kateřina, vd. po obuvníku, 83; Veselá Marie, soukromnice, 83; Koubková Anna, vd. po soukenníku, 82; Petáková Anna, vd. po nádenníku, 82; Trenkwitzová Karla, vd. po knihvedoucím, 81; Zajíčková Marie, chovanka chudobince, 81; Knoblochová Antonie, dobrovolnice, 81; Šomarová Rosalie, vd. po truhláři, 80. [624, 1028, 1118, 1355]
article-paragraph: * Pražská lidová revue čís. 7.—8. obsahuje řadu zajímavých a časových článků, z nichž uvádíme: „Jos. Wünsch: Jaroslav Vrchlický“, Prof. dr. J. Polívka: „Jaroslav Vrchlický, vzpomínky“, prof. dr. J. Pelnář: „Vědecký rozbor snu“, dr. Jos. Morávek: „Organisační formy snahy pečí o humanitní“, univ. prof. dr. B. Němec: „Z dějin zoologie“, univ. prof. dr. Jan Rettenmann: „Styky česko-anglické“, prof. dr. Frant. Novotný: „Ze života slov“, JUDr. Alois Čermák: „Rok 1911 ve světle zákonodárství na ochranu dělnictva“, univ. prof. dr. Josef Drachovský: „Klesání lidské výživy“, prof. dr. Jos. Kubík: „Léčení na zdraví“, prof. Frant. Tichý: „O zvelebování vrtaných bytů“, univ. prof. dr. P. M. Haškovec: „Několik dojmů z Francie“ [1128, 1780, 1666, 1972]
article-text: Ústřední výbor koná schůzi ve středu dne 25. září o půl 7. hod. več. v místnostech spolkových. [1128, 199, 1666, 237]
article-paragraph: * Místní odbor Ceskoslovanské obchodnické besedy v Praze VII. upozorňuje své členstvo, že knihy vyjčují se nyní každý čtvrtek od 6 do 8 hod. več. v místnostech spolk. v host. p. Volavky (Rudolfova třída). [1128, 720, 1666, 777]
article-paragraph: * Lidový kurs jazyka polského pořádá škola J. Sewierska dnem 1. října v Praze II., Zahořanského ul. 3. Konverzace a literatura. Kursy konají se večer. [1128, 1741, 1666, 1779]
article-text: V úterý 17. září ve večer seděl v hostinci p. Ludvíka Černého v městysi Kněževsi u Rakovníka zemský podomák a již vícekráte trestaný zloděj 34letý Karel Ulrych, bývalý číšník, do Těšnice u Žatce příslušný, jemuž pobyt v Kněževsi byl zakázán, a popíjel. V téže době seděl v hostinci též kněževecký občan, bývalý kominický mistr, nyní nakupovač jatečného dobytka, p. Josef Stříbrský. Když tento v 11. hodině noční platil svoji útratu, zahlédl patrně Ulrych, že Stříbrský má v tobolce více peněz a pravil mu, že by mu mohl Stříbrský peníz tady, aby je dal. Stříbrský na to odvětil, že nemá pro něho peněz, a vyšel z hostince. U domu, kde Stříbrský bydlí, žádal jej Ulrych, aby mu půjčil 20 haléřů, jež prý nějaké mu dlužuje, a když Stříbrský mu nečkal, vyrazil mu peněz z ruky. Stříbrský pak seděl Ulrychovi na zádech, jak pro u něho byla a zejména prý ohrožoval svých, a chtěl se s ním prát. Vtom přistoupil k němu Ulrych a s náhle mu vyrval z kapsy u kalhot peněženku, v níž se nacházelo 220 kor., a když se Stříbrský chopil jeho ruky, zasadil mu Ulrych ránu pěstí, načež uprchl do tmy. Stříbrský, který měl kolem zápěstí ještě náušnice v ceně 20 kor. a dva zlaté prsteny, načež dal se na útěk směrem ke Kolešovicím, kdež má sestru. Na volání Stříbrského nikdo mu nepřišel na pomoc, ponevadž se každý [106, 1279, 613, 1644]
article-paragraph: * Nový odbor spolku „Komenský“ ve Vídni pro Král. Vinohrady ustaven byl dne 15. t. m. Starostou zvolen p. JUDr. Jan Matz, advokát. Spolková místnost jest v novém hotelu „Continental“ na Král. Vinohradech, roh Palackého tř. a Balbínové ul. — Výborové schůze konati se budou vždy první a třetí pondělí v měsíci. Všechny dopisy a přihlášky zasílány buďtež na adresu jednatele p. Aloise Vojenové, majitele Pražské kanceláře stavební a redaktora v Praze-II., Taborská ul. č. 57. — Peněžité zásilky přijímá pokladník, p. Frant. Provazník, majitel závodu nábytkářského na Král. Vinohradech, Komenského ul. č. 6, jenž vydává také členské legitimace. Členem může se státi každá osoba fysická neb právní a to: a) zakládající, kdo jednou pro vždy složí nejméně 200 K, b) skutečným, kdo platí nejméně 2 K měsíčně, a činným, platí-li 1 K měsíčně a d) přispívajícím, kdo platí 1 K 20 h ročně. Jelikož odbory „Komenského“ jsou i v městech menších, lze doufati, že i v Král. Vinohradech, ve městě tak velikém, zakotvím, a v popředí všech vážných vlastenecký výpadů, nalezne místní odbor patřičného porozumění, a že od vinohradského občanstva co možná nejštědřejším se členy přibývati. [1128, 353, 1666, 661]
article-paragraph: * Loupežné přepadení v Kněževsi. V úterý 17. září ve večer seděl v hostinci p. Ludvíka Černého v městysi Kněževsi u Rakovníka zemský podomák a již vícekráte trestaný zloděj 34letý Karel Ulrych, bývalý číšník, do Těšnice u Žatce příslušný, jemuž pobyt v Kněževsi byl zakázán, a popíjel. V téže době seděl v hostinci též kněževecký občan, bývalý kominický mistr, nyní nakupovač jatečného dobytka, p. Josef Stříbrský. Když tento v 11. hodině noční platil svoji útratu, zahlédl patrně Ulrych, že Stříbrský má v tobolce více peněz a pravil mu, že by mu mohl Stříbrský peníz tady, aby je dal. Stříbrský na to odvětil, že nemá pro něho peněz, a vyšel z hostince. U domu, kde Stříbrský bydlí, žádal jej Ulrych, aby mu půjčil 20 haléřů, jež prý nějaké mu dlužuje, a když Stříbrský mu nečkal, vyrazil mu peněz z ruky. Stříbrský pak seděl Ulrychovi na zádech, jak pro u něho byla a zejména prý ohrožoval svých, a chtěl se s ním prát. Vtom přistoupil k němu Ulrych a s náhle mu vyrval z kapsy u kalhot peněženku, v níž se nacházelo 220 kor., a když se Stříbrský chopil jeho ruky, zasadil mu Ulrych ránu pěstí, načež uprchl do tmy. Stříbrský, který měl kolem zápěstí ještě náušnice v ceně 20 kor. a dva zlaté prsteny, načež dal se na útěk směrem ke Kolešovicím, kdež má sestru. Na volání Stříbrského nikdo mu nepřišel na pomoc, ponevadž se každý [106, 1279, 613, 1644]
article-heading: Zatčený auditor. [136, 1221, 258, 1239]
article-heading: Kursy Jednoty učitelek, c. k. [1159, 1510, 1381, 1528]
article-heading: Zatopený důl. [653, 604, 756, 623]
article-heading: „Tryzna Vrchlickému ve Vršovicích uspořádají“ [1163, 778, 1544, 796]
article-text: vyzývá své pány členy, by se hojném počtu zúčastnili pohřbu svého dlouholetého spolučlena, p. Františka Sobíka dnes v úterý ve 3 hod. z chrámu Páně sv. Tomáše. [1128, 662, 1666, 719]
article-paragraph: * Chtěl vypálit Příbram. Z Příbrami. (Pův. zpr.) Dne 13. t. m. přišel v 10 hod. v noci k strážníkovi v Plzni Brožovi v Pražské ul. František Mareš, řečte Nekolný, svob. dělník, do Rudolfova u Čes. Budějovic příslušný, a žádal, aby ho ihned zatknul, jinak že vypálí Příbram, a ne-li Příbram, tedy aspoň Rudolfov a zejména starostu z Rudolfova, jenž prý ho nechce živit a podporovat. Mareš byl zatčen a zavedeno proti němu trestní řízení pro zločin veřejného násilí. Mareš doznal strážníkům, že je nemocen (tuberkulosou) a že tou cestou hleděl zaopatřiti na zimu. Možná, že se mu to dostane, neboť byl již jednou pro zločin urážky Veličenstva trestán těžkým žalářem. [624, 739, 1118, 931]
article-paragraph: * Svaz učitelských spolků a odražení Velké Prahy má pravidelné týdenní schůze výborové vždy ve středu o půl 7. hod. več. ve škole u sv. Štěpána. [1128, 238, 1666, 276]
article-paragraph: * „Domácnost“, první česká škola kuchařská v Praze—II., Lazarská ul. č. 3 n., počíná 1. října nový běh svého kursu. Ve škole spolkové, již více než čtvrtstoletým působením dobyla si předního místa ve výchovném vyučování ve směru odborném, ve škole této poskytuje odborný výcvik v kuchyni pro vedle všech běžných předmětů ústavu vyučováno i v nauce o jednotlivých předmětech dívka i na podzimní době. Hlavním předmětem jsou praktická cvičení v kuchyni, zařízené v různé domácí práce, též přednášky ve škole chemické, v něm teoretické přednášky, zaměřující na obor kuchařství a hospodářství domácího, a budou proředávány informativní vycházky do závodů a ústavů odborných. Výrobky spolkové kuchyně ústavu, v níž jsou zajišťujícím schopnost vyučovací, mají ve výuce k dispozici lek. P. T. pp. předplatitelům denních obědů tak i ve zvláštní objednávky jednotlivých pokrmů i tak na zakázku. Kromě toho posluchačky ústavu v Praze-II. soukromé ústavy tehdy po celý den s obědem v kuchyni či v domech. Pro zájmy jsou zdarma nabízeny a pod pravidly ústav ponechává k dispozici. Dle ústavu je v Praze-II. ústav také s nejlepšími kuchařkami. Počet přihlášek bude ve výběru i samy věci, na které příležitostně uvádí i ze škol. Přihlášky ke kursu se přijímají denně o 10 hod. dopoledne a od 3 do 5 hod. odpoledne. Zápis žáků do kuchařské školy v Praze-II. budou i předplatné k dennímu obědu přijímány k 1. a 15. každého měsíce. Veškeré dotazy a přihlášky přijímá ve dnech všedních, v úterý a ve čtvrtek od 4 do 6 hod. odpoledne a v neděli od 10 do 12 hod. v kanceláři spolkové v 1. patře v ul. 1. hod. Telefon č. 2040. [1128, 1086, 1666, 1509]
article-heading: Neopatrně zacházení se zbraní. [655, 662, 895, 680]
